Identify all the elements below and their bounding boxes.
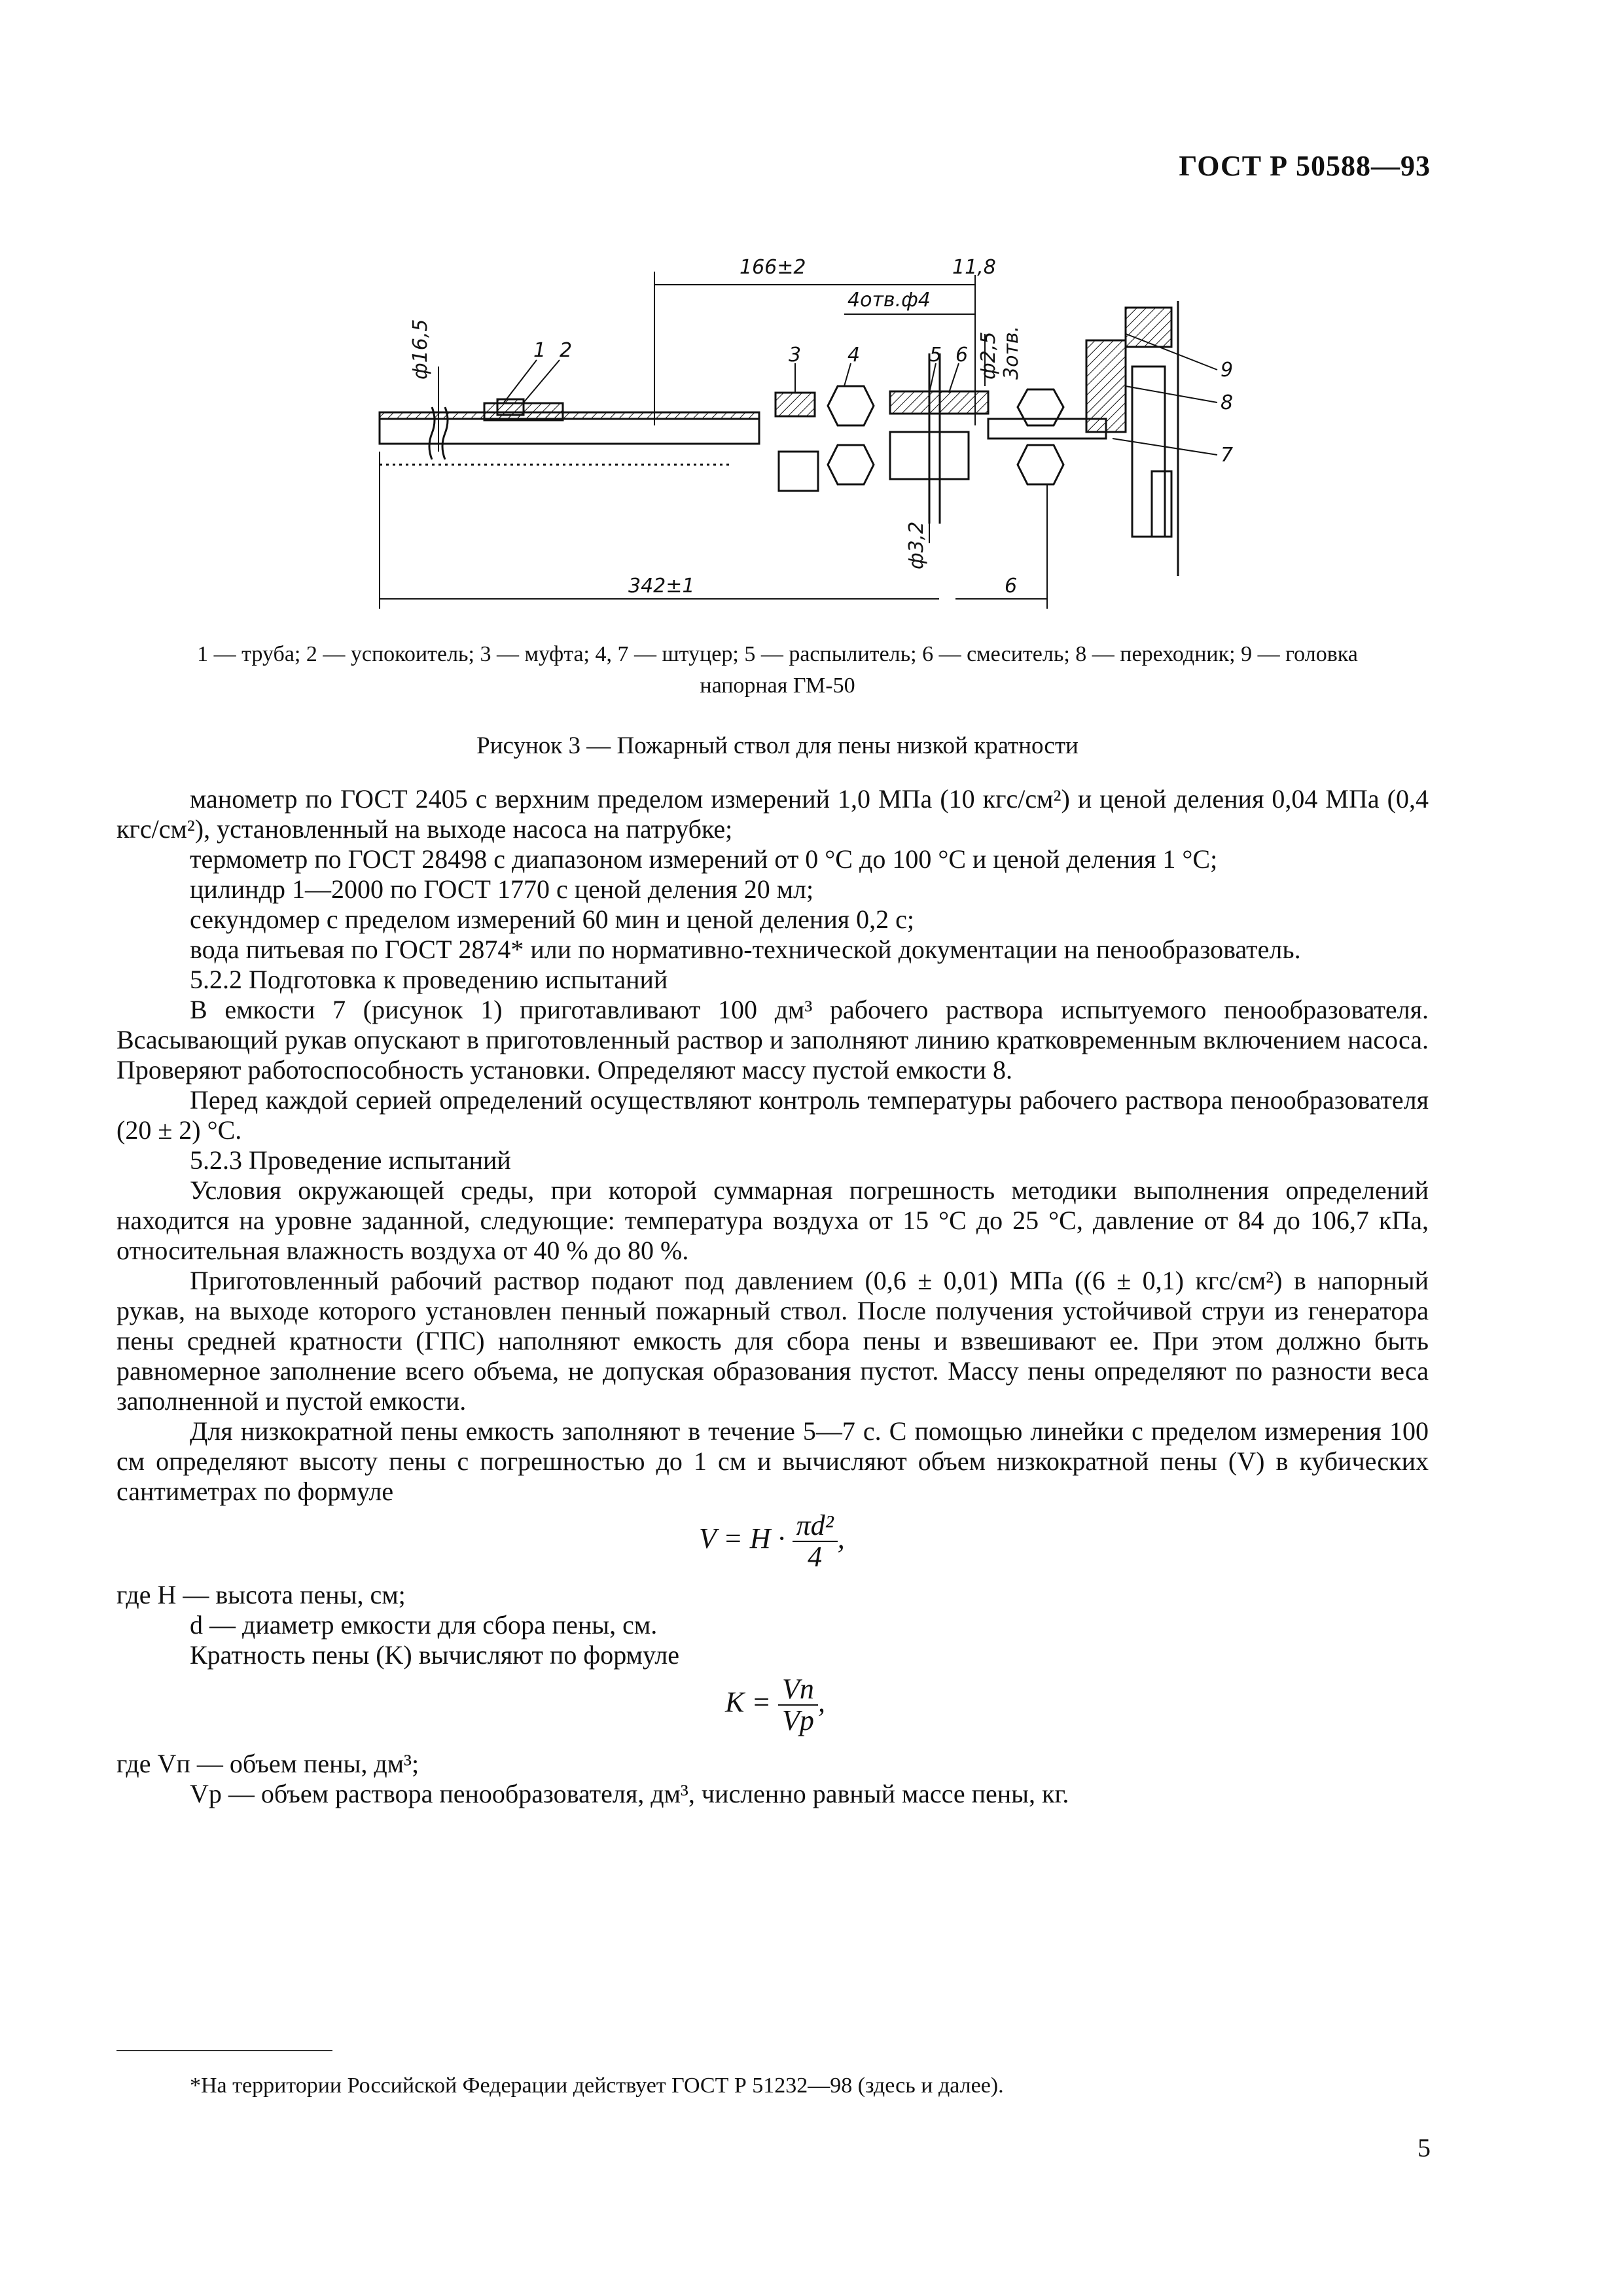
formula-ratio-denominator: Vр (782, 1704, 814, 1736)
callout-2: 2 (560, 339, 573, 362)
technical-drawing (366, 236, 1296, 628)
document-header: ГОСТ Р 50588—93 (1179, 150, 1431, 182)
legend-line-1: 1 — труба; 2 — успокоитель; 3 — муфта; 4, 7 — штуцер; 5 — распылитель; 6 — смеситель; 8 — переходник; 9 — головка (197, 642, 1358, 666)
dim-3-holes: 3отв. (1000, 325, 1023, 380)
dim-4-holes: 4отв.ф4 (847, 289, 931, 312)
callout-9: 9 (1221, 359, 1234, 382)
paragraph: манометр по ГОСТ 2405 с верхним пределом измерений 1,0 МПа (10 кгс/см²) и ценой деления 0,04 МПа (0,4 кгс/см²), установленный на выходе насоса на патрубке; (116, 784, 1429, 844)
dim-342: 342±1 (628, 575, 695, 598)
figure-caption: Рисунок 3 — Пожарный ствол для пены низкой кратности (476, 732, 1079, 759)
legend-line-2: напорная ГМ-50 (700, 673, 855, 698)
paragraph: вода питьевая по ГОСТ 2874* или по нормативно-технической документации на пенообразователь. (190, 935, 1301, 964)
paragraph: термометр по ГОСТ 28498 с диапазоном измерений от 0 °С до 100 °С и ценой деления 1 °С; (190, 844, 1218, 874)
dim-d16-5: ф16,5 (409, 319, 432, 380)
callout-7: 7 (1221, 444, 1234, 467)
formula-ratio (116, 1670, 1429, 1749)
formula-volume-denominator: 4 (808, 1541, 823, 1573)
paragraph: секундомер с пределом измерений 60 мин и ценой деления 0,2 с; (190, 905, 915, 934)
where-vr: Vр — объем раствора пенообразователя, дм³, численно равный массе пены, кг. (190, 1779, 1069, 1808)
dim-6: 6 (1005, 575, 1018, 598)
where-d: d — диаметр емкости для сбора пены, см. (190, 1610, 658, 1640)
paragraph: В емкости 7 (рисунок 1) приготавливают 100 дм³ рабочего раствора испытуемого пенообразователя. Всасывающий рукав опускают в приготовленный раствор и заполняют линию кратковременным включением насоса. Проверяют работоспособность установки. Определяют массу пустой емкости 8. (116, 995, 1429, 1085)
body-text (116, 784, 1429, 1809)
section-heading: 5.2.2 Подготовка к проведению испытаний (190, 965, 668, 994)
dim-d2-5: ф2,5 (977, 331, 1000, 380)
formula-volume-numerator: πd² (793, 1511, 838, 1542)
paragraph: цилиндр 1—2000 по ГОСТ 1770 с ценой деления 20 мл; (190, 874, 814, 904)
callout-6: 6 (955, 344, 969, 367)
where-vp: где Vп — объем пены, дм³; (116, 1749, 419, 1778)
pipe-body (380, 301, 1178, 576)
paragraph: Кратность пены (K) вычисляют по формуле (190, 1640, 679, 1670)
callout-5: 5 (929, 344, 942, 367)
paragraph: Условия окружающей среды, при которой суммарная погрешность методики выполнения определений находится на уровне заданной, следующие: температура воздуха от 15 °С до 25 °С, давление от 84 до 106,7 кПа, относительная влажность воздуха от 40 % до 80 %. (116, 1175, 1429, 1265)
page-number: 5 (1418, 2133, 1431, 2162)
paragraph: Для низкократной пены емкость заполняют в течение 5—7 с. С помощью линейки с пределом измерения 100 см определяют высоту пены с погрешностью до 1 см и вычисляют объем низкократной пены (V) в кубических сантиметрах по формуле (116, 1416, 1429, 1506)
dim-d3-2: ф3,2 (905, 521, 928, 569)
callout-4: 4 (847, 344, 861, 367)
section-heading: 5.2.3 Проведение испытаний (190, 1145, 511, 1175)
dim-166: 166±2 (740, 256, 806, 279)
formula-volume-tail: , (837, 1522, 845, 1555)
paragraph: Перед каждой серией определений осуществляют контроль температуры рабочего раствора пенообразователя (20 ± 2) °С. (116, 1085, 1429, 1145)
paragraph: Приготовленный рабочий раствор подают под давлением (0,6 ± 0,01) МПа ((6 ± 0,1) кгс/см²) в напорный рукав, на выходе которого установлен пенный пожарный ствол. После получения устойчивой струи из генератора пены средней кратности (ГПС) наполняют емкость для сбора пены и взвешивают ее. При этом должно быть равномерное заполнение всего объема, не допуская образования пустот. Массу пены определяют по разности веса заполненной и пустой емкости. (116, 1266, 1429, 1416)
callout-8: 8 (1221, 391, 1234, 414)
callout-3: 3 (789, 344, 802, 367)
where-h: где H — высота пены, см; (116, 1580, 406, 1609)
callout-1: 1 (533, 339, 546, 362)
formula-volume-lhs: V = H · (699, 1522, 785, 1555)
dim-11-8: 11,8 (952, 256, 996, 279)
formula-ratio-lhs: K = (725, 1686, 772, 1719)
formula-volume (116, 1507, 1429, 1580)
formula-ratio-tail: , (817, 1686, 825, 1719)
footnote-divider (116, 2050, 332, 2051)
formula-ratio-numerator: Vп (778, 1674, 818, 1706)
footnote: *На территории Российской Федерации действует ГОСТ Р 51232—98 (здесь и далее). (190, 2073, 1004, 2098)
figure-legend (124, 639, 1431, 702)
